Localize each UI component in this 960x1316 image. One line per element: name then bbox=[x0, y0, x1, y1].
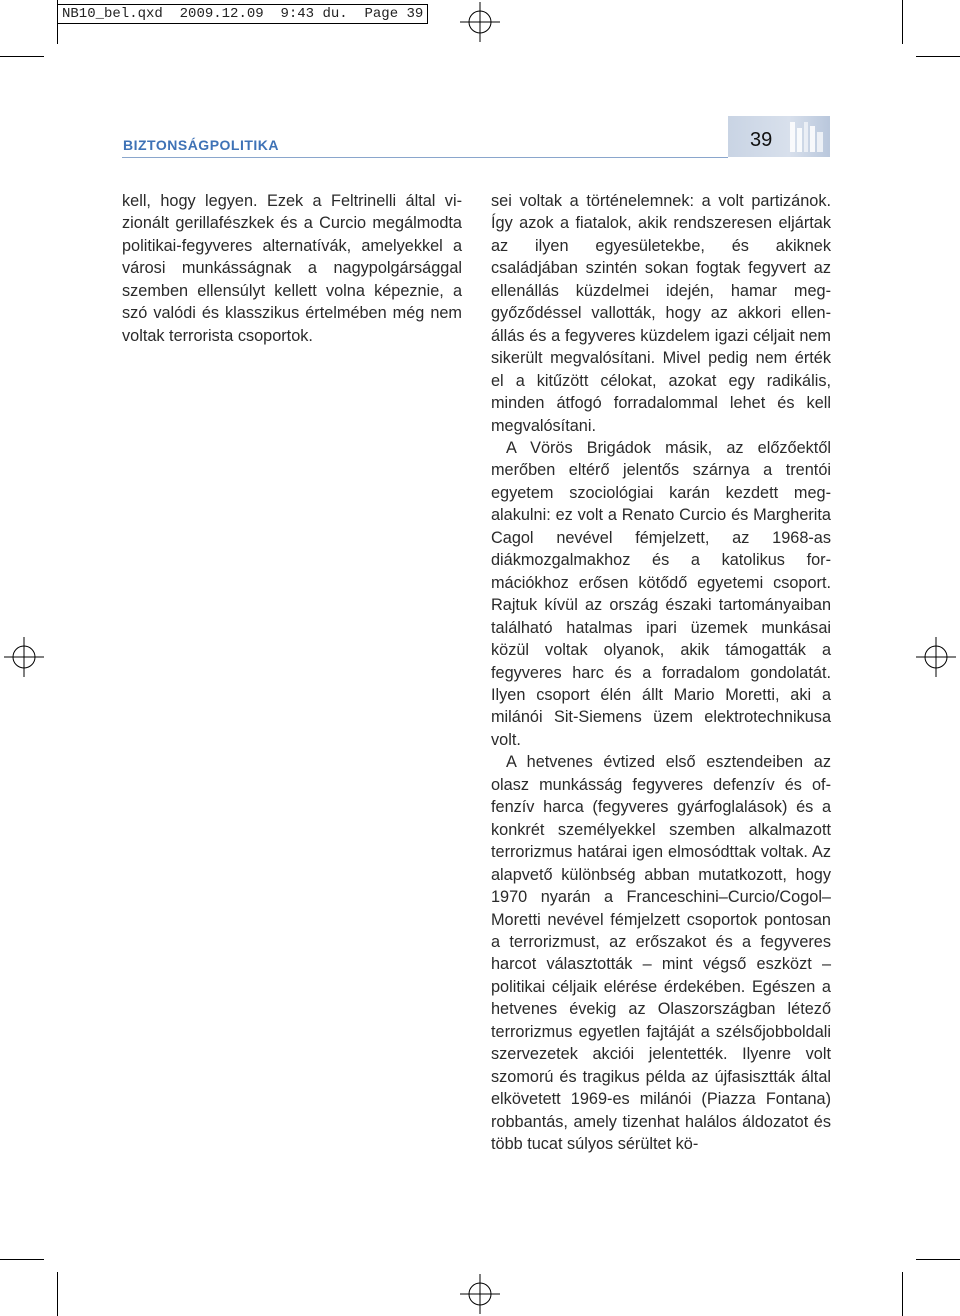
crop-mark-bottom-left-v bbox=[57, 1272, 58, 1316]
slug-file: NB10_bel.qxd bbox=[62, 6, 163, 22]
crop-mark-bottom-right-v bbox=[902, 1272, 903, 1316]
page-number-box bbox=[728, 116, 830, 157]
crop-mark-top-left-h bbox=[0, 56, 44, 57]
registration-mark-bottom-icon bbox=[460, 1274, 500, 1314]
crop-mark-top-left-v bbox=[57, 0, 58, 44]
slug-time: 9:43 du. bbox=[280, 6, 348, 22]
slug-date: 2009.12.09 bbox=[179, 6, 264, 22]
registration-mark-right-icon bbox=[916, 637, 956, 677]
crop-mark-top-right-v bbox=[902, 0, 903, 44]
paragraph: A Vörös Brigádok másik, az előzőektől merőben eltérő jelentős szárnya a trentói egyetem szociológiai karán kezdett megalakulni: ez volt a Renato Curcio és Margherita Cagol nevével fémjelzett, az 1968-as diákmozgalmakhoz és a katolikus formációkhoz erősen kötődő egyetemi csoport. Rajtuk kívül az ország északi tartományaiban található hatalmas ipari üzemek munkásai közül voltak olyanok, akik támogatták a fegyveres harc és a forradalom gondolatát. Ilyen csoport élén állt Mario Moretti, aki a milánói Sit-Siemens üzem elektrotechnikusa volt. bbox=[491, 438, 831, 749]
page-number: 39 bbox=[750, 129, 773, 151]
crop-mark-top-right-h bbox=[916, 56, 960, 57]
registration-mark-left-icon bbox=[4, 637, 44, 677]
section-title: BIZTONSÁGPOLITIKA bbox=[123, 137, 280, 153]
paragraph: sei voltak a történelemnek: a volt partizánok. Így azok a fiatalok, akik rendszeresen eljártak az ilyen egyesületekbe, és akiknek családjában szintén sokan fogtak fegyvert az ellenállás küzdelmei idején, hamar meggyőződéssel vallották, hogy az akkori ellenállás és a fegyveres küzdelem igazi céljait nem sikerült megvalósítani. Mivel pedig nem érték el a kitűzött célokat, azokat egy radikális, minden átfogó forradalommal lehet és kell megvalósítani. bbox=[491, 192, 831, 435]
paragraph: kell, hogy legyen. Ezek a Feltrinelli által vizionált gerillafészkek és a Curcio megálmodta politikai-fegyveres alternatívák, amelyekkel a városi munkásságnak a nagypolgársággal szemben ellensúlyt kellett volna képeznie, a szó valódi és klasszikus értelmében még nem voltak terrorista csoportok. bbox=[122, 192, 462, 345]
file-slug bbox=[57, 4, 428, 24]
nb-logo-icon bbox=[788, 118, 828, 155]
crop-mark-bottom-left-h bbox=[0, 1259, 44, 1260]
registration-mark-top-icon bbox=[460, 2, 500, 42]
left-column bbox=[122, 190, 462, 347]
crop-mark-bottom-right-h bbox=[916, 1259, 960, 1260]
right-column bbox=[491, 190, 831, 1155]
header-rule bbox=[122, 157, 728, 158]
paragraph: A hetvenes évtized első esztendeiben az olasz munkásság fegyveres defenzív és offenzív harca (fegyveres gyárfoglalások) és a konkrét személyekkel szemben alkalmazott terrorizmus határai igen elmosódttak voltak. Az alapvető különbség abban mutatkozott, hogy 1970 nyarán a Franceschini–Curcio/Cogol–Moretti nevével fémjelzett csoportok pontosan a terrorizmust, az erőszakot és a fegyveres harcot választották – mint végső eszközt – politikai céljaik elérése érdekében. Egészen a hetvenes évekig az Olaszországban létező terrorizmus egyetlen fajtáját a szélsőjobboldali szervezetek akciói jelentették. Ilyenre volt szomorú és tragikus példa az újfasisztták által elkövetett 1969-es milánói (Piazza Fontana) robbantás, amely tizenhat halálos áldozatot és több tucat súlyos sérültet kö- bbox=[491, 753, 831, 1154]
slug-page: Page 39 bbox=[364, 6, 424, 22]
